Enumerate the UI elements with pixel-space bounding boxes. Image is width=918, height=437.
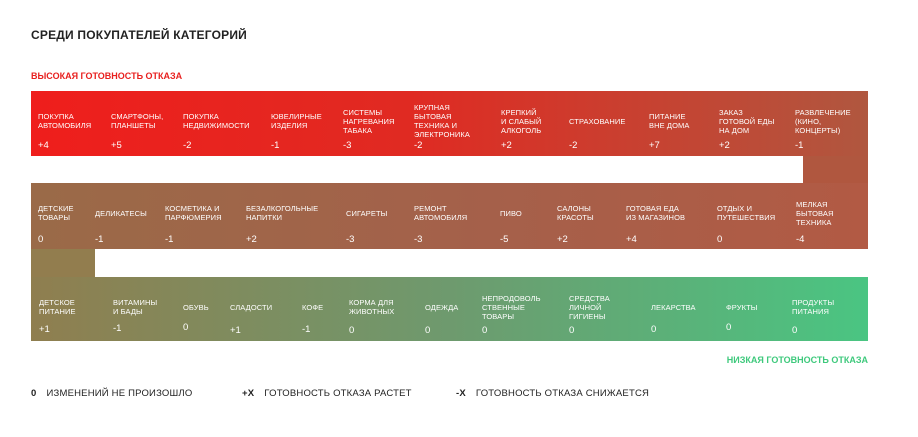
category-value: 0 [425,325,431,336]
category-name: ДЕЛИКАТЕСЫ [95,208,147,218]
category-name: СРЕДСТВА ЛИЧНОЙ ГИГИЕНЫ [569,293,610,321]
category-name: ОДЕЖДА [425,302,459,312]
category-value: -1 [165,234,174,245]
category-name: БЕЗАЛКОГОЛЬНЫЕ НАПИТКИ [246,204,319,222]
category-name: НЕПРОДОВОЛЬ СТВЕННЫЕ ТОВАРЫ [482,293,541,321]
category-value: 0 [349,325,355,336]
category-value: +1 [230,325,241,336]
category-name: ДЕТСКИЕ ТОВАРЫ [38,204,74,222]
category-value: -1 [271,140,280,151]
category-name: КОСМЕТИКА И ПАРФЮМЕРИЯ [165,204,222,222]
category-name: ПРОДУКТЫ ПИТАНИЯ [792,298,835,316]
category-name: СИСТЕМЫ НАГРЕВАНИЯ ТАБАКА [343,107,395,135]
category-value: +4 [626,234,637,245]
category-name: КОФЕ [302,302,324,312]
category-name: ПОКУПКА НЕДВИЖИМОСТИ [183,112,250,130]
band-connector [803,156,868,183]
category-name: ПИТАНИЕ ВНЕ ДОМА [649,112,690,130]
category-name: СМАРТФОНЫ, ПЛАНШЕТЫ [111,112,164,130]
legend-text: ГОТОВНОСТЬ ОТКАЗА РАСТЕТ [264,388,412,399]
category-value: -3 [346,234,355,245]
legend-item-minus [456,388,649,399]
category-value: -1 [95,234,104,245]
category-value: -1 [302,324,311,335]
category-value: 0 [482,325,488,336]
category-value: +2 [246,234,257,245]
category-name: ГОТОВАЯ ЕДА ИЗ МАГАЗИНОВ [626,204,686,222]
category-value: -1 [113,323,122,334]
category-name: САЛОНЫ КРАСОТЫ [557,204,594,222]
category-name: СТРАХОВАНИЕ [569,116,626,126]
category-name: ЗАКАЗ ГОТОВОЙ ЕДЫ НА ДОМ [719,107,775,135]
category-value: -1 [795,140,804,151]
category-name: КРЕПКИЙ И СЛАБЫЙ АЛКОГОЛЬ [501,107,542,135]
category-name: ПИВО [500,208,522,218]
legend-symbol: -X [456,388,466,399]
legend-item-plus [242,388,412,399]
category-name: КОРМА ДЛЯ ЖИВОТНЫХ [349,298,395,316]
legend-symbol: +X [242,388,255,399]
category-value: +1 [39,324,50,335]
band-connector [31,249,95,277]
category-name: ДЕТСКОЕ ПИТАНИЕ [39,298,76,316]
category-value: -2 [569,140,578,151]
legend-text: ГОТОВНОСТЬ ОТКАЗА СНИЖАЕТСЯ [475,388,650,399]
category-name: РАЗВЛЕЧЕНИЕ (КИНО, КОНЦЕРТЫ) [795,107,851,135]
category-name: СИГАРЕТЫ [346,208,388,218]
category-value: -5 [500,234,509,245]
category-name: ПОКУПКА АВТОМОБИЛЯ [38,112,92,130]
category-value: 0 [726,322,732,333]
category-value: 0 [717,234,723,245]
category-value: +2 [719,140,730,151]
category-value: +2 [501,140,512,151]
category-name: ФРУКТЫ [726,302,758,312]
category-name: ОТДЫХ И ПУТЕШЕСТВИЯ [717,204,776,222]
category-value: 0 [569,325,575,336]
category-value: +5 [111,140,122,151]
category-value: -2 [414,140,423,151]
category-value: -3 [343,140,352,151]
category-name: ВИТАМИНЫ И БАДЫ [113,298,158,316]
category-value: -4 [796,234,805,245]
category-value: 0 [651,324,657,335]
high-readiness-label: ВЫСОКАЯ ГОТОВНОСТЬ ОТКАЗА [31,71,183,81]
category-value: +7 [649,140,660,151]
legend-symbol: 0 [31,388,37,399]
legend-item-zero [31,388,192,399]
low-readiness-label: НИЗКАЯ ГОТОВНОСТЬ ОТКАЗА [726,355,868,365]
category-value: +2 [557,234,568,245]
category-value: -3 [414,234,423,245]
category-name: КРУПНАЯ БЫТОВАЯ ТЕХНИКА И ЭЛЕКТРОНИКА [414,103,470,139]
category-name: ЛЕКАРСТВА [651,302,696,312]
category-name: ЮВЕЛИРНЫЕ ИЗДЕЛИЯ [271,112,322,130]
category-value: 0 [38,234,44,245]
category-value: -2 [183,140,192,151]
legend-text: ИЗМЕНЕНИЙ НЕ ПРОИЗОШЛО [46,388,193,399]
chart-title: СРЕДИ ПОКУПАТЕЛЕЙ КАТЕГОРИЙ [31,28,247,42]
category-value: +4 [38,140,49,151]
category-name: СЛАДОСТИ [230,302,273,312]
category-value: 0 [183,322,189,333]
category-value: 0 [792,325,798,336]
category-name: МЕЛКАЯ БЫТОВАЯ ТЕХНИКА [796,199,834,227]
category-name: ОБУВЬ [183,302,209,312]
category-name: РЕМОНТ АВТОМОБИЛЯ [414,204,468,222]
